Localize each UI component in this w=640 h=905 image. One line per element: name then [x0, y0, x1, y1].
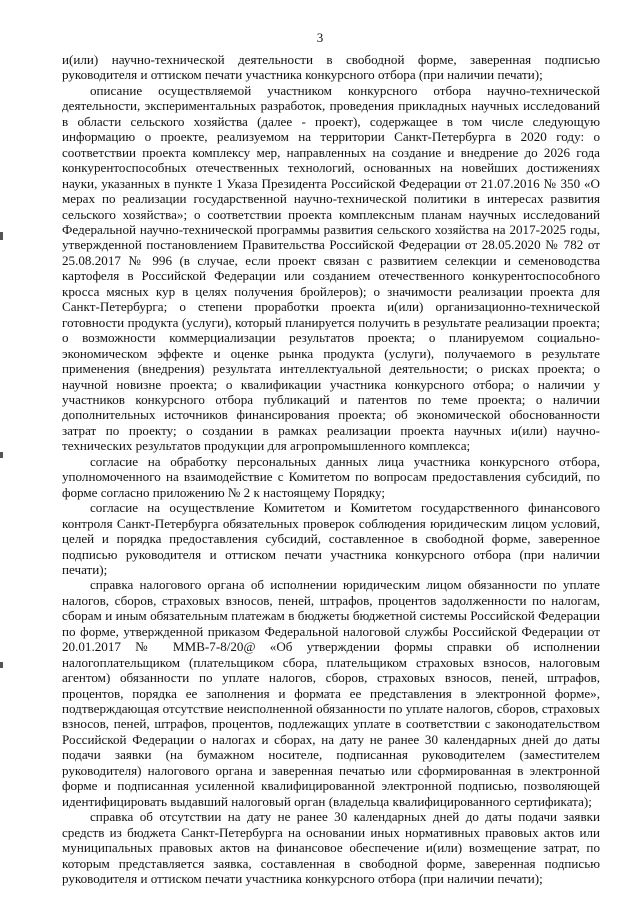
scan-edge-mark	[0, 662, 3, 668]
scan-edge-mark	[0, 452, 3, 458]
paragraph-project-description: описание осуществляемой участником конкурсного отбора научно-технической деятельности, экспериментальных разработок, проведения прикладных научных исследований в области сельского хозяйства (далее - проект), содержащее в том числе следующую информацию о проекте, реализуемом на территории Санкт-Петербурга в 2020 году: о соответствии проекта комплексу мер, направленных на создание и внедрение до 2026 года конкурентоспособных отечественных технологий, основанных на новейших достижениях науки, указанных в пункте 1 Указа Президента Российской Федерации от 21.07.2016 № 350 «О мерах по реализации государственной научно-технической политики в интересах развития сельского хозяйства»; о соответствии проекта комплексным планам научных исследований Федеральной научно-технической программы развития сельского хозяйства на 2017-2025 годы, утвержденной постановлением Правительства Российской Федерации от 28.05.2020 № 782 от 25.08.2017 № 996 (в случае, если проект связан с развитием селекции и семеноводства картофеля в Российской Федерации или созданием отечественного конкурентоспособного кросса мясных кур в целях получения бройлеров); о значимости реализации проекта для Санкт-Петербурга; о степени проработки проекта и(или) организационно-технической готовности продукта (услуги), который планируется получить в результате реализации проекта; о возможности коммерциализации результатов проекта; о планируемом социально-экономическом эффекте и оценке рынка продукта (услуги), получаемого в результате применения (внедрения) результата интеллектуальной деятельности; о рисках проекта; о научной новизне проекта; о квалификации участника конкурсного отбора; о наличии у участников конкурсного отбора публикаций и патентов по теме проекта; о наличии дополнительных источников финансирования проекта; об экономической обоснованности затрат по проекту; о создании в рамках реализации проекта научных и(или) научно-технических результатов продукции для агропромышленного комплекса;	[62, 82, 600, 454]
paragraph-inspection-consent: согласие на осуществление Комитетом и Комитетом государственного финансового контроля Санкт-Петербурга обязательных проверок соблюдения юридическим лицом условий, целей и порядка предоставления субсидий, составленное в свободной форме, заверенное подписью руководителя и оттиском печати участника конкурсного отбора (при наличии печати);	[62, 500, 600, 577]
scan-edge-mark	[0, 232, 3, 240]
paragraph-continuation: и(или) научно-технической деятельности в свободной форме, заверенная подписью руководителя и оттиском печати участника конкурсного отбора (при наличии печати);	[62, 52, 600, 83]
paragraph-tax-certificate: справка налогового органа об исполнении юридическим лицом обязанности по уплате налогов, сборов, страховых взносов, пеней, штрафов, процентов задолженности по налогам, сборам и иным обязательным платежам в бюджеты бюджетной системы Российской Федерации по форме, утвержденной приказом Федеральной налоговой службы Российской Федерации от 20.01.2017 № ММВ-7-8/20@ «Об утверждении формы справки об исполнении налогоплательщиком (плательщиком сбора, плательщиком страховых взносов, налоговым агентом) обязанности по уплате налогов, сборов, страховых взносов, пеней, штрафов, процентов, порядка ее заполнения и формата ее представления в электронной форме», подтверждающая отсутствие неисполненной обязанности по уплате налогов, сборов, страховых взносов, пеней, штрафов, процентов, подлежащих уплате в соответствии с законодательством Российской Федерации о налогах и сборах, на дату не ранее 30 календарных дней до даты подачи заявки (на бумажном носителе, подписанная руководителем (заместителем руководителя) налогового органа и заверенная печатью или сформированная в электронной форме и подписанная усиленной квалифицированной электронной подписью, позволяющей идентифицировать выдавший налоговый орган (владельца квалифицированного сертификата);	[62, 577, 600, 809]
document-body	[62, 52, 600, 886]
paragraph-budget-funds-certificate: справка об отсутствии на дату не ранее 30 календарных дней до даты подачи заявки средств из бюджета Санкт-Петербурга на основании иных нормативных правовых актов или муниципальных правовых актов на финансовое обеспечение и(или) возмещение затрат, по которым представляется заявка, составленная в свободной форме, заверенная подписью руководителя и оттиском печати участника конкурсного отбора (при наличии печати);	[62, 809, 600, 887]
paragraph-personal-data-consent: согласие на обработку персональных данных лица участника конкурсного отбора, уполномоченного на взаимодействие с Комитетом по вопросам предоставления субсидий, по форме согласно приложению № 2 к настоящему Порядку;	[62, 453, 600, 500]
page-number: 3	[316, 30, 324, 45]
